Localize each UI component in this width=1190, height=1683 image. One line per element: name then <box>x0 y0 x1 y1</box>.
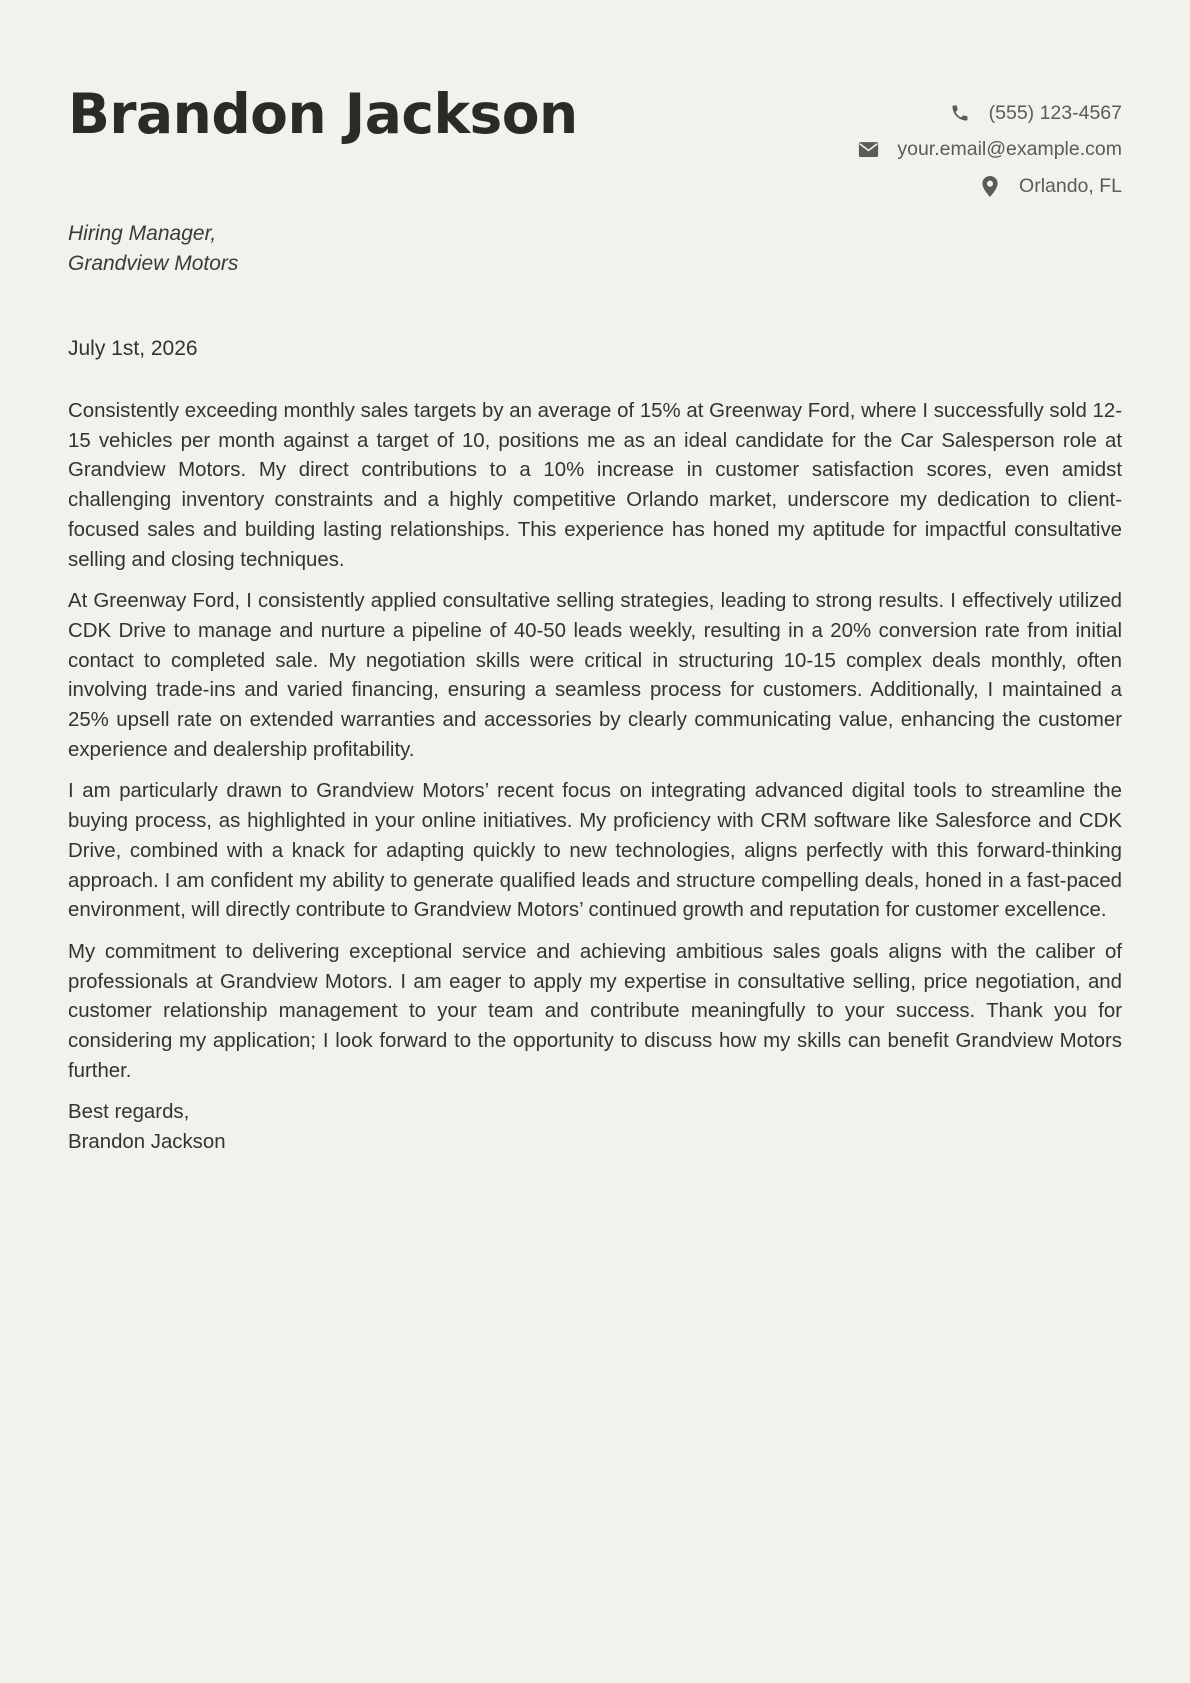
contact-phone <box>857 95 1122 132</box>
letter-date: July 1st, 2026 <box>68 337 198 360</box>
applicant-name: Brandon Jackson <box>68 82 578 146</box>
contact-info <box>857 95 1122 205</box>
closing-block <box>68 1098 1122 1157</box>
letter-body <box>68 397 1122 1158</box>
envelope-icon <box>857 139 879 161</box>
body-paragraph: My commitment to delivering exceptional service and achieving ambitious sales goals aligns with the caliber of professionals at Grandview Motors. I am eager to apply my expertise in consultative selling, price negotiation, and customer relationship management to your team and contribute meaningfully to your success. Thank you for considering my application; I look forward to the opportunity to discuss how my skills can benefit Grandview Motors further. <box>68 940 1122 1082</box>
phone-text: (555) 123-4567 <box>988 101 1122 124</box>
phone-icon <box>949 102 971 124</box>
contact-location <box>857 168 1122 205</box>
contact-email <box>857 132 1122 169</box>
map-marker-icon <box>979 175 1001 197</box>
body-paragraph: Consistently exceeding monthly sales targets by an average of 15% at Greenway Ford, where I successfully sold 12-15 vehicles per month against a target of 10, positions me as an ideal candidate for the Car Salesperson role at Grandview Motors. My direct contributions to a 10% increase in customer satisfaction scores, even amidst challenging inventory constraints and a highly competitive Orlando market, underscore my dedication to client-focused sales and building lasting relationships. This experience has honed my aptitude for impactful consultative selling and closing techniques. <box>68 400 1122 571</box>
recipient-title: Hiring Manager, <box>68 222 217 245</box>
location-text: Orlando, FL <box>1019 174 1122 197</box>
closing-salutation: Best regards, <box>68 1101 190 1124</box>
closing-signature: Brandon Jackson <box>68 1131 226 1154</box>
email-text: your.email@example.com <box>897 138 1122 161</box>
recipient-company: Grandview Motors <box>68 252 239 275</box>
recipient-block <box>68 219 238 279</box>
body-paragraph: At Greenway Ford, I consistently applied consultative selling strategies, leading to strong results. I effectively utilized CDK Drive to manage and nurture a pipeline of 40-50 leads weekly, resulting in a 20% conversion rate from initial contact to completed sale. My negotiation skills were critical in structuring 10-15 complex deals monthly, often involving trade-ins and varied financing, ensuring a seamless process for customers. Additionally, I maintained a 25% upsell rate on extended warranties and accessories by clearly communicating value, enhancing the customer experience and dealership profitability. <box>68 590 1122 761</box>
body-paragraph: I am particularly drawn to Grandview Motors’ recent focus on integrating advanced digital tools to streamline the buying process, as highlighted in your online initiatives. My proficiency with CRM software like Salesforce and CDK Drive, combined with a knack for adapting quickly to new technologies, aligns perfectly with this forward-thinking approach. I am confident my ability to generate qualified leads and structure compelling deals, honed in a fast-paced environment, will directly contribute to Grandview Motors’ continued growth and reputation for customer excellence. <box>68 780 1122 922</box>
